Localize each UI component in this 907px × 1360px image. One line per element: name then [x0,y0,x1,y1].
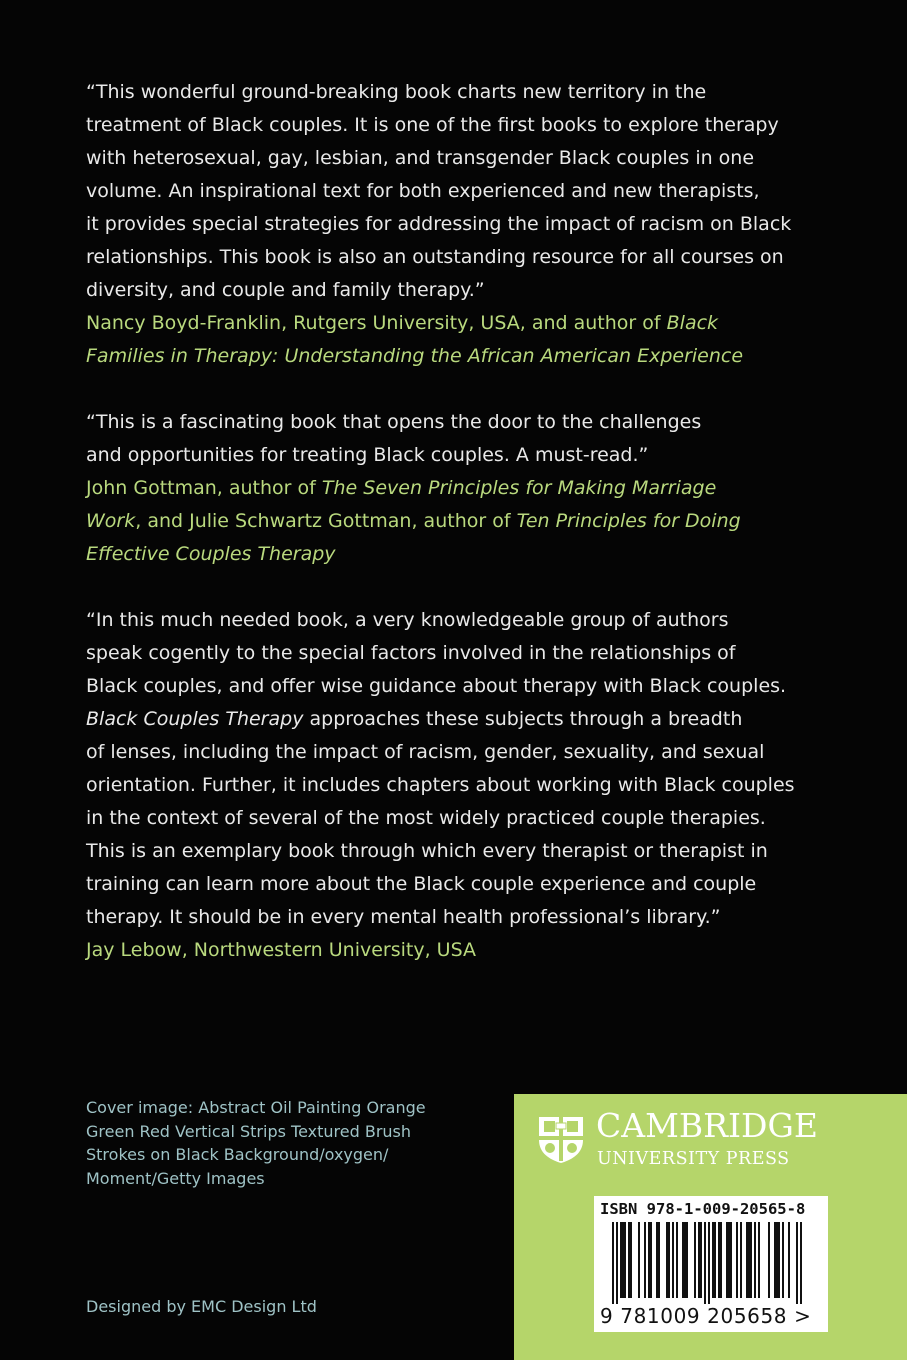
barcode-bar [730,1222,732,1298]
quote-line: This is an exemplary book through which every therapist or therapist in [86,840,768,862]
italic-title: Black [666,312,719,334]
barcode-bar [778,1222,780,1298]
quote-line: “This wonderful ground-breaking book charts new territory in the [86,81,707,103]
barcode-bar [620,1222,622,1298]
cambridge-crest-icon [536,1114,586,1164]
text-segment: Jay Lebow, Northwestern University, USA [86,939,476,961]
barcode-bar [668,1222,670,1298]
attribution-line [86,340,826,373]
barcode-bar [726,1222,728,1298]
barcode-bar [754,1222,756,1298]
barcode-bar [712,1222,714,1298]
barcode-bar [698,1222,700,1298]
designed-by: Designed by EMC Design Ltd [86,1297,317,1316]
credit-line: Cover image: Abstract Oil Painting Orange [86,1098,426,1117]
attribution-line [86,934,826,967]
quote-line [86,703,826,736]
quote-line: with heterosexual, gay, lesbian, and transgender Black couples in one [86,147,755,169]
quote-line: treatment of Black couples. It is one of the first books to explore therapy [86,114,779,136]
blurb [86,76,826,373]
quote-line: “This is a fascinating book that opens the door to the challenges [86,411,702,433]
barcode-bar [622,1222,624,1298]
barcode-digits: 9 781009 205658 > [600,1304,812,1328]
quote-line: relationships. This book is also an outstanding resource for all courses on [86,246,784,268]
barcode-bar [758,1222,760,1298]
quote-line: Black couples, and offer wise guidance about therapy with Black couples. [86,675,787,697]
publisher-name: CAMBRIDGE [596,1106,818,1145]
quote-line: “In this much needed book, a very knowledgeable group of authors [86,609,729,631]
barcode-bar [638,1222,640,1298]
barcode-bar [700,1222,702,1298]
barcode-bar [616,1222,618,1304]
attribution-line [86,307,826,340]
isbn-barcode [594,1196,828,1332]
attribution-line [86,538,826,571]
barcode-bar [658,1222,660,1298]
barcode-bar [686,1222,688,1298]
barcode-bar [750,1222,752,1298]
barcode-bars [612,1222,810,1304]
cover-image-credit [86,1096,466,1190]
barcode-bar [624,1222,626,1298]
barcode-bar [720,1222,722,1298]
barcode-bar [644,1222,646,1298]
italic-title: Ten Principles for Doing [516,510,741,532]
italic-title: Effective Couples Therapy [86,543,336,565]
quote-line: volume. An inspirational text for both experienced and new therapists, [86,180,760,202]
quote-line: it provides special strategies for addressing the impact of racism on Black [86,213,792,235]
quote-line: speak cogently to the special factors involved in the relationships of [86,642,736,664]
blurbs-section [86,76,826,1000]
italic-title: Black Couples Therapy [86,708,304,730]
quote-line: and opportunities for treating Black couples. A must-read.” [86,444,649,466]
credit-line: Moment/Getty Images [86,1168,265,1188]
barcode-bar [648,1222,650,1298]
barcode-bar [682,1222,684,1298]
text-segment: Nancy Boyd-Franklin, Rutgers University, USA, and author of [86,312,667,334]
credit-line: Strokes on Black Background/oxygen/ [86,1145,389,1164]
barcode-bar [612,1222,614,1304]
barcode-bar [684,1222,686,1298]
text-segment: , and Julie Schwartz Gottman, author of [135,510,517,532]
credit-line: Green Red Vertical Strips Textured Brush [86,1121,412,1141]
quote-line: in the context of several of the most widely practiced couple therapies. [86,807,766,829]
barcode-bar [676,1222,678,1298]
barcode-bar [748,1222,750,1298]
barcode-bar [708,1222,710,1304]
quote-line: of lenses, including the impact of racism, gender, sexuality, and sexual [86,741,765,763]
barcode-bar [650,1222,652,1298]
attribution-line [86,472,826,505]
barcode-bar [704,1222,706,1304]
barcode-bar [630,1222,632,1298]
barcode-bar [746,1222,748,1298]
italic-title: The Seven Principles for Making Marriage [321,477,717,499]
barcode-bar [740,1222,742,1298]
italic-title: Work [86,510,136,532]
quote-line: orientation. Further, it includes chapters about working with Black couples [86,774,795,796]
publisher-subtitle: UNIVERSITY PRESS [597,1149,790,1169]
barcode-bar [800,1222,802,1304]
barcode-bar [796,1222,798,1304]
barcode-bar [672,1222,674,1298]
quote-line: diversity, and couple and family therapy.” [86,279,485,301]
barcode-bar [788,1222,790,1298]
barcode-bar [768,1222,770,1298]
barcode-bar [628,1222,630,1298]
attribution-line [86,505,826,538]
isbn-label: ISBN 978-1-009-20565-8 [600,1200,806,1218]
barcode-bar [774,1222,776,1298]
publisher-panel [514,1094,907,1360]
barcode-bar [714,1222,716,1298]
barcode-bar [666,1222,668,1298]
barcode-bar [782,1222,784,1298]
barcode-bar [656,1222,658,1298]
text-segment: approaches these subjects through a breadth [303,708,743,730]
quote-line: therapy. It should be in every mental health professional’s library.” [86,906,721,928]
italic-title: Families in Therapy: Understanding the African American Experience [86,345,744,367]
barcode-bar [718,1222,720,1298]
barcode-bar [776,1222,778,1298]
blurb [86,406,826,571]
text-segment: John Gottman, author of [86,477,322,499]
barcode-bar [728,1222,730,1298]
blurb [86,604,826,967]
barcode-bar [736,1222,738,1298]
quote-line: training can learn more about the Black couple experience and couple [86,873,757,895]
barcode-bar [694,1222,696,1298]
